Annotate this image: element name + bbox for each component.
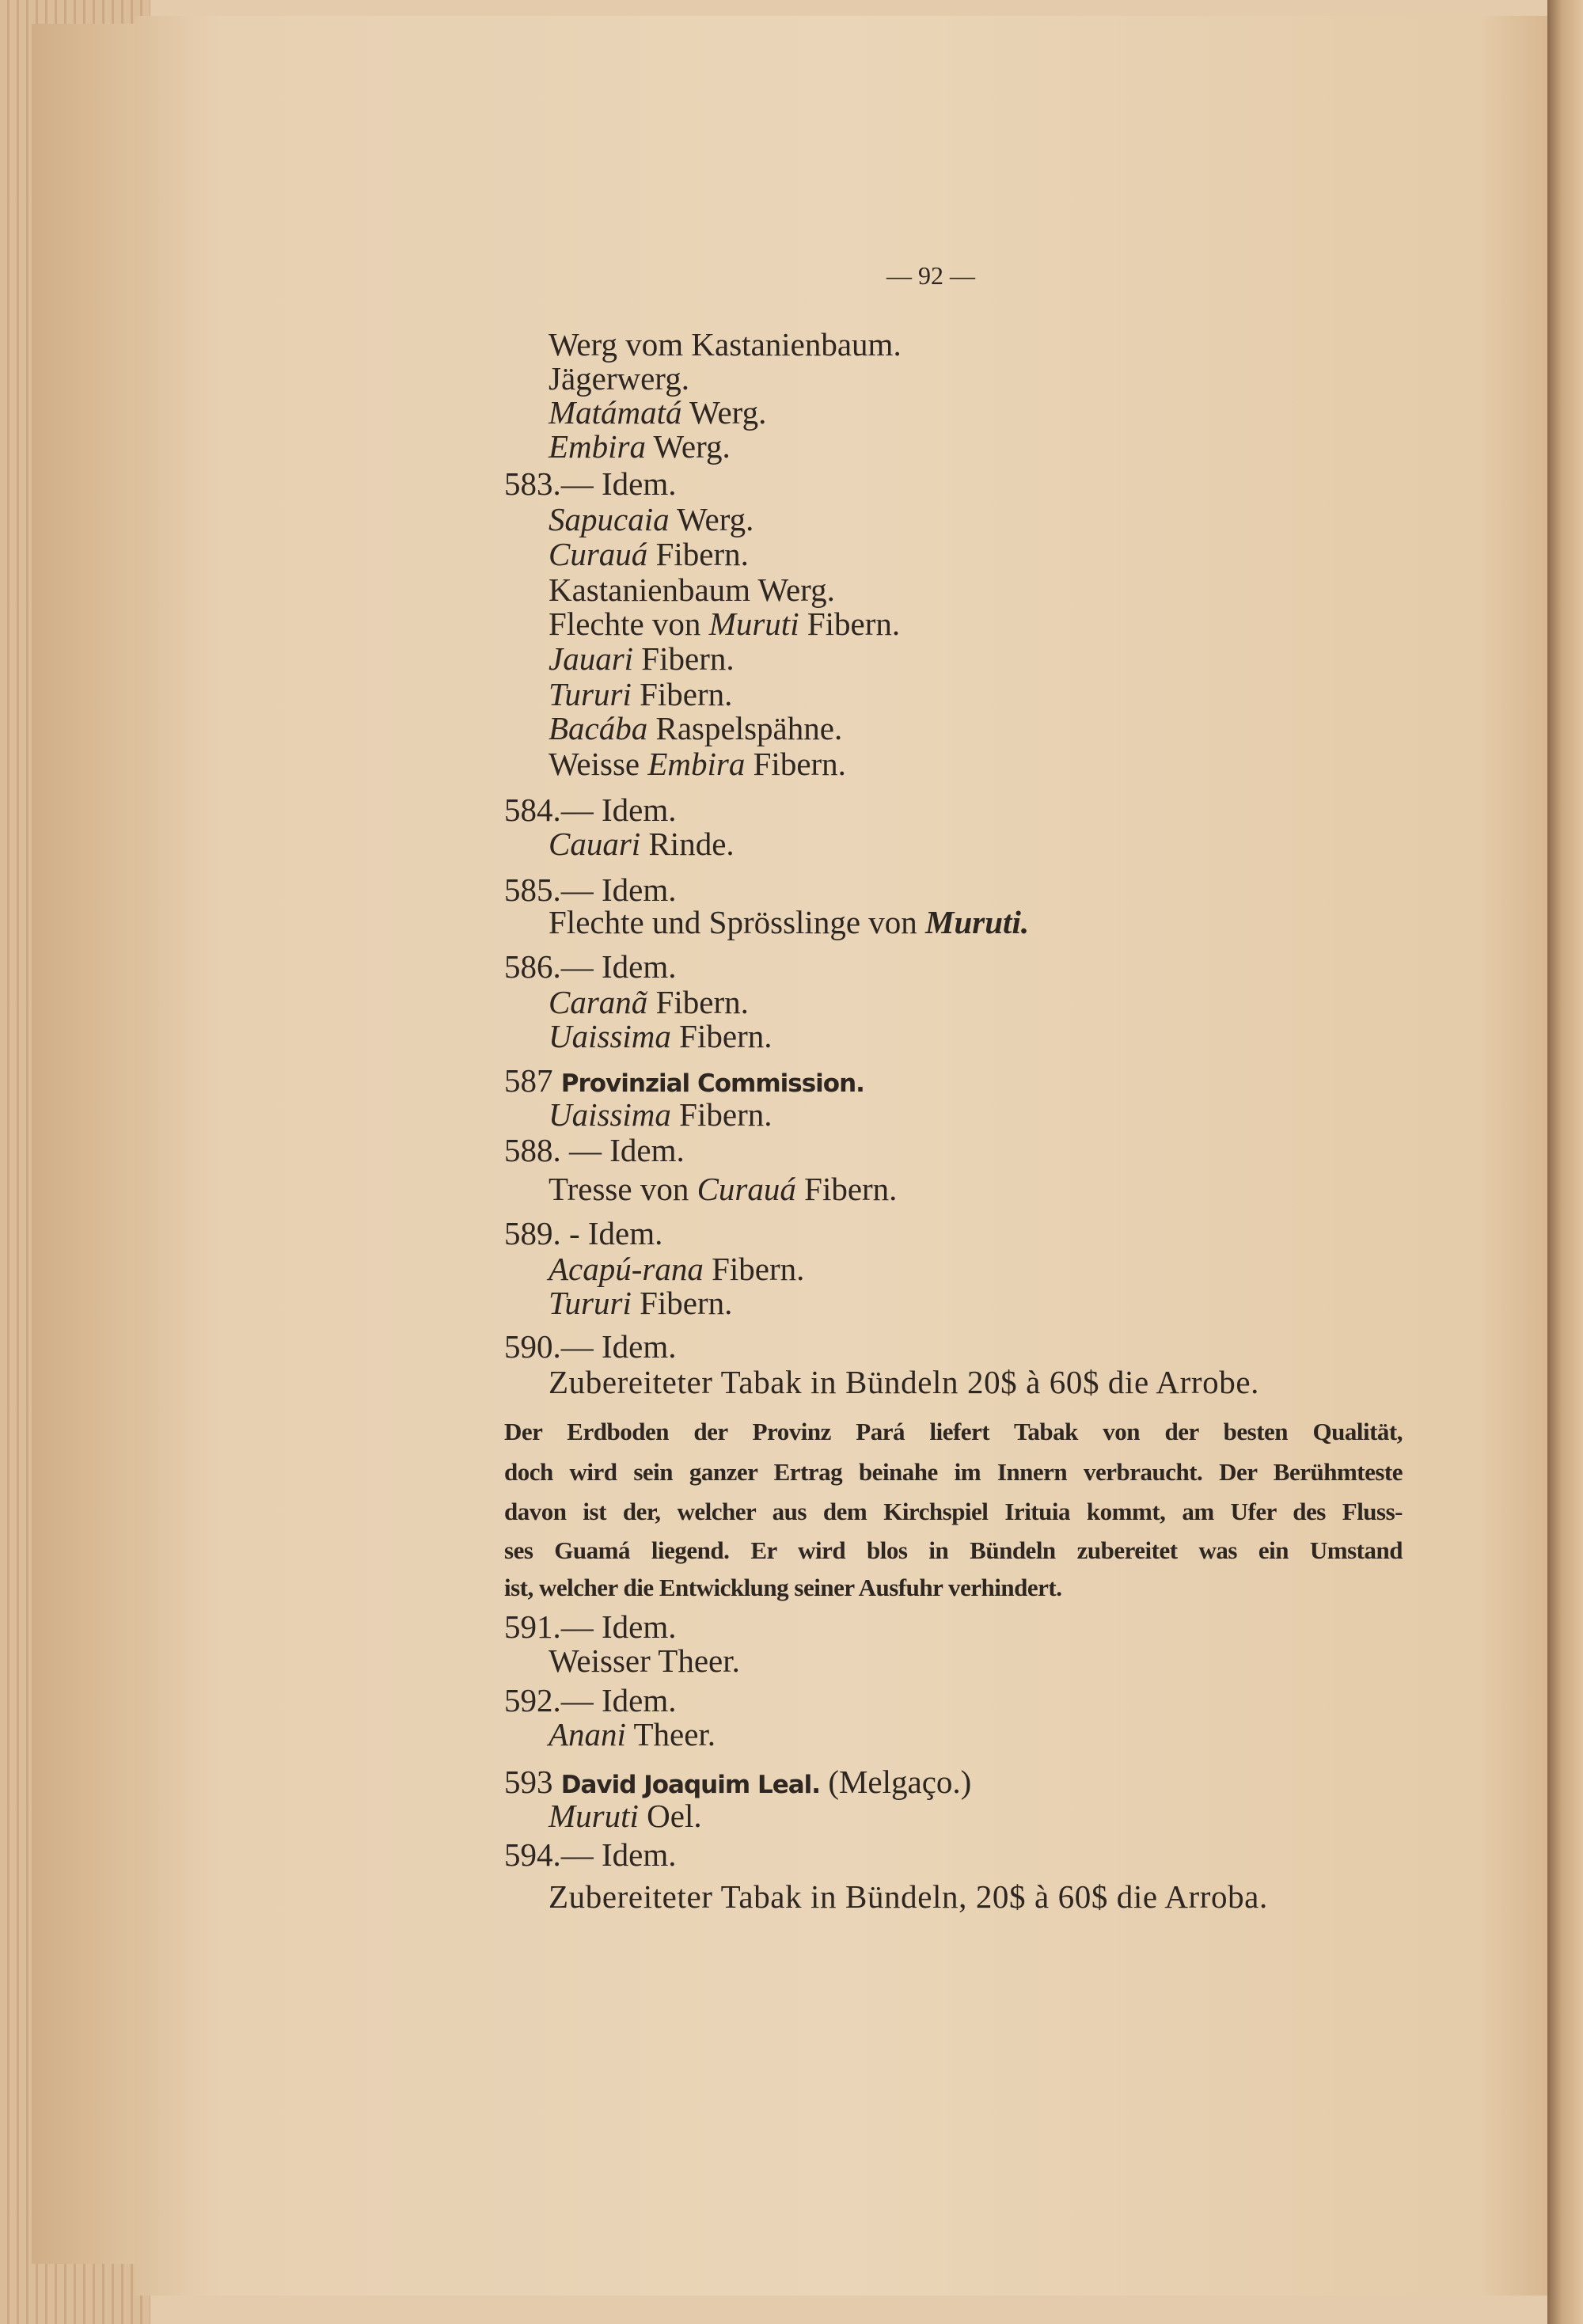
italic-term: Embira (647, 746, 746, 782)
text-line (549, 1284, 732, 1322)
text: Fibern. (703, 1251, 805, 1287)
text: Fibern. (670, 1096, 773, 1133)
italic-term: Muruti (708, 606, 799, 642)
text: Fibern. (647, 536, 749, 572)
text-line (549, 500, 754, 538)
book-spine-shadow (1547, 0, 1583, 2324)
entry-number: 586.— Idem. (504, 948, 677, 985)
italic-term: Tururi (549, 676, 632, 712)
italic-term: Muruti (549, 1798, 639, 1834)
text: Oel. (638, 1798, 702, 1834)
entry-number: 588. — Idem. (504, 1132, 685, 1168)
entry-number: 584.— Idem. (504, 792, 677, 828)
text: Fibern. (745, 746, 846, 782)
text-line (549, 427, 731, 465)
text-line (549, 745, 846, 783)
italic-term: Sapucaia (549, 501, 670, 537)
page-edges-inner (32, 24, 150, 2264)
text-line (549, 1250, 804, 1288)
text-line: Jägerwerg. (549, 360, 689, 397)
italic-term: Uaissima (549, 1018, 671, 1054)
italic-term: Curauá (697, 1171, 796, 1207)
text: Fibern. (631, 1285, 733, 1321)
italic-term: Jauari (549, 640, 634, 677)
paragraph-line: ist, welcher die Entwicklung seiner Ausfuhr verhindert. (504, 1574, 1062, 1601)
italic-term: Curauá (549, 536, 648, 572)
text-line: Zubereiteter Tabak in Bündeln, 20$ à 60$ die Arroba. (549, 1878, 1268, 1915)
text: Flechte von (549, 606, 709, 642)
text-line (549, 709, 842, 747)
text-line: Weisser Theer. (549, 1642, 740, 1679)
text: Werg. (669, 501, 754, 537)
text: Werg. (681, 394, 767, 431)
text-line (549, 640, 735, 678)
text-line: Kastanienbaum Werg. (549, 572, 835, 608)
text-line (549, 1170, 897, 1208)
text: Tresse von (549, 1171, 697, 1207)
entry-number: 594.— Idem. (504, 1836, 677, 1873)
entry-number: 592.— Idem. (504, 1682, 677, 1718)
page-number: — 92 — (886, 261, 975, 290)
italic-term: Tururi (549, 1285, 632, 1321)
text-line (549, 675, 732, 713)
entry-number: 590.— Idem. (504, 1328, 677, 1365)
entry-number: 589. - Idem. (504, 1215, 663, 1251)
location: (Melgaço.) (820, 1764, 972, 1800)
text-line (549, 1017, 772, 1055)
paragraph-line: Der Erdboden der Provinz Pará liefert Tabak von der besten Qualität, (504, 1418, 1403, 1445)
entry-number: 593 (504, 1764, 561, 1800)
text: Fibern. (670, 1018, 773, 1054)
text-line: Zubereiteter Tabak in Bündeln 20$ à 60$ die Arrobe. (549, 1364, 1259, 1400)
text-line: Werg vom Kastanienbaum. (549, 326, 902, 363)
italic-term: Acapú-rana (549, 1251, 704, 1287)
text: Fibern. (647, 984, 749, 1020)
text-line (549, 535, 749, 573)
italic-term: Cauari (549, 826, 641, 862)
entry-number: 591.— Idem. (504, 1608, 677, 1645)
text: Theer. (625, 1716, 716, 1752)
exhibitor-name: David Joaquim Leal. (560, 1771, 821, 1799)
text: Fibern. (631, 676, 733, 712)
italic-term: Matámatá (549, 394, 682, 431)
text: Flechte und Sprösslinge von (549, 904, 926, 940)
paragraph-line: davon ist der, welcher aus dem Kirchspiel Irituia kommt, am Ufer des Fluss- (504, 1498, 1403, 1525)
text-line (549, 1096, 772, 1134)
text-line (549, 605, 900, 643)
entry-number: 585.— Idem. (504, 872, 677, 908)
italic-term: Embira (549, 428, 646, 465)
exhibitor-name: Provinzial Commission. (560, 1069, 864, 1098)
text-line (549, 983, 749, 1021)
text-line (549, 1797, 702, 1835)
italic-term: Caranã (549, 984, 648, 1020)
text: Fibern. (795, 1171, 898, 1207)
paragraph-line: doch wird sein ganzer Ertrag beinahe im Innern verbraucht. Der Berühmteste (504, 1458, 1403, 1486)
text: Weisse (549, 746, 648, 782)
entry-number: 587 (504, 1062, 561, 1099)
paragraph-line: ses Guamá liegend. Er wird blos in Bündeln zubereitet was ein Umstand (504, 1536, 1403, 1564)
text: Fibern. (633, 640, 735, 677)
text: Raspelspähne. (647, 710, 843, 746)
text: Werg. (646, 428, 731, 465)
text-line (549, 903, 1029, 941)
italic-term: Bacába (549, 710, 648, 746)
italic-term: Anani (549, 1716, 626, 1752)
text-line (549, 393, 766, 431)
italic-term: Uaissima (549, 1096, 671, 1133)
italic-term: Muruti. (925, 904, 1030, 940)
text-line (549, 825, 735, 863)
text-line (549, 1715, 716, 1753)
text: Rinde. (640, 826, 735, 862)
entry-number: 583.— Idem. (504, 465, 677, 502)
text: Fibern. (799, 606, 901, 642)
